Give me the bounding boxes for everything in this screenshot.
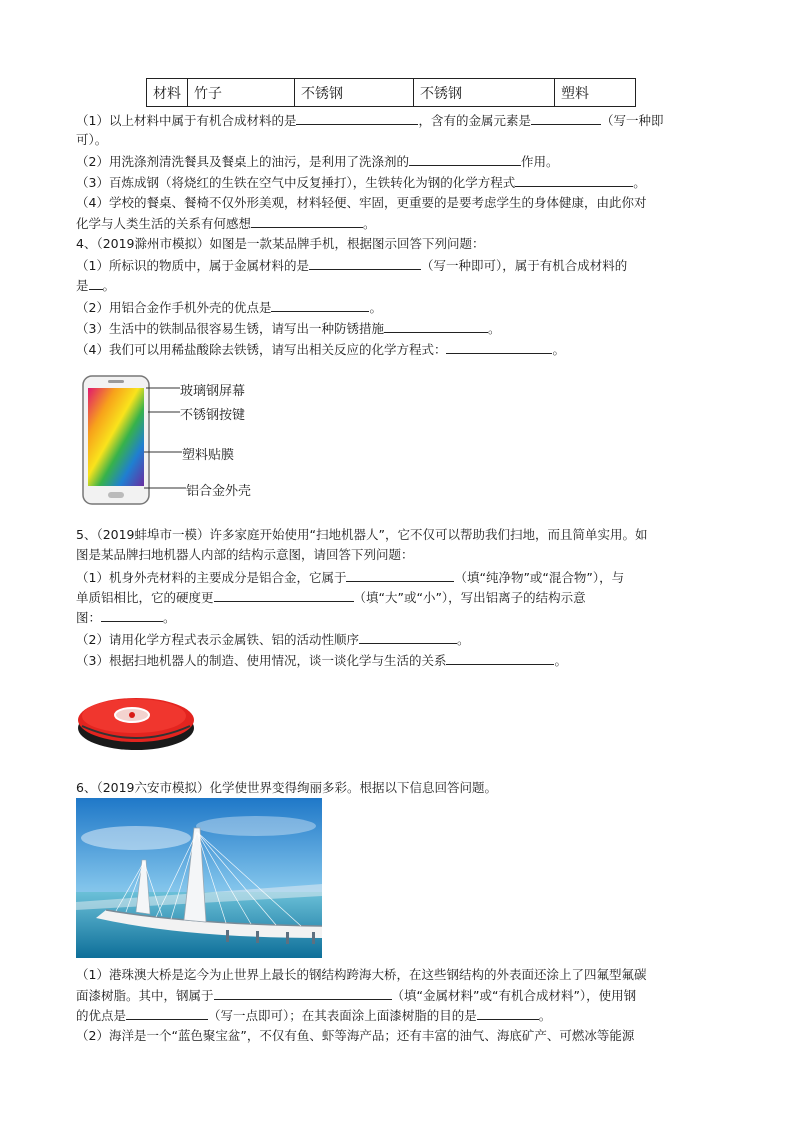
question-text: 。 <box>163 610 176 625</box>
question-text: （3）百炼成钢（将烧红的生铁在空气中反复捶打），生铁转化为钢的化学方程式 <box>76 175 516 190</box>
q3-part4-line2 <box>76 214 726 233</box>
question-text: （填“大”或“小”），写出铝离子的结构示意 <box>353 590 586 605</box>
question-text: 。 <box>369 300 382 315</box>
question-text: （3）根据扫地机器人的制造、使用情况，谈一谈化学与生活的关系 <box>76 653 447 668</box>
question-title: 6、（2019六安市模拟）化学使世界变得绚丽多彩。根据以下信息回答问题。 <box>76 780 498 795</box>
question-text: 。 <box>538 1008 552 1023</box>
table-cell: 塑料 <box>555 79 636 107</box>
question-text: 。 <box>554 653 567 668</box>
question-text: 图： <box>76 610 102 625</box>
q5-part1-line2 <box>76 588 726 607</box>
q4-part2 <box>76 298 726 317</box>
question-text: （2）海洋是一个“蓝色聚宝盆”，不仅有鱼、虾等海产品；还有丰富的油气、海底矿产、可燃冰等能源 <box>76 1028 635 1043</box>
question-text: （填“纯净物”或“混合物”），与 <box>454 570 625 585</box>
q4-part1-line1 <box>76 256 726 275</box>
answer-blank[interactable] <box>409 152 521 166</box>
q3-part1-line1 <box>76 111 726 130</box>
question-text: 。 <box>102 278 116 293</box>
answer-blank[interactable] <box>309 256 421 270</box>
q5-part1-line1 <box>76 568 726 587</box>
bridge-photo <box>76 798 322 958</box>
materials-table <box>146 78 636 107</box>
table-row <box>147 79 636 107</box>
question-title: 图是某品牌扫地机器人内部的结构示意图，请回答下列问题： <box>76 547 414 562</box>
question-text: 。 <box>456 632 470 647</box>
q5-part2 <box>76 630 726 649</box>
answer-blank[interactable] <box>101 608 163 622</box>
question-text: 的优点是 <box>76 1008 127 1023</box>
answer-blank[interactable] <box>346 568 454 582</box>
q4-part3 <box>76 319 726 338</box>
question-text: 化学与人类生活的关系有何感想 <box>76 216 252 231</box>
question-text: 。 <box>633 175 646 190</box>
q5-part1-line3 <box>76 608 726 627</box>
question-text: （3）生活中的铁制品很容易生锈，请写出一种防锈措施 <box>76 321 384 336</box>
q6-part1-line1 <box>76 966 726 984</box>
callout-label: 铝合金外壳 <box>186 484 252 499</box>
question-text: 。 <box>487 321 501 336</box>
question-text: （2）用铝合金作手机外壳的优点是 <box>76 300 272 315</box>
question-title: 5、（2019蚌埠市一模）许多家庭开始使用“扫地机器人”，它不仅可以帮助我们扫地，而且简单实用。如 <box>76 527 648 542</box>
question-text: （2）用洗涤剂清洗餐具及餐桌上的油污，是利用了洗涤剂的 <box>76 154 409 169</box>
callout-label: 不锈钢按键 <box>180 408 246 423</box>
table-cell: 材料 <box>147 79 188 107</box>
answer-blank[interactable] <box>477 1006 539 1020</box>
q3-part1-line2 <box>76 131 726 149</box>
answer-blank[interactable] <box>214 588 354 602</box>
q5-title-line2 <box>76 546 726 564</box>
question-text: （写一种即 <box>600 113 664 128</box>
answer-blank[interactable] <box>384 319 488 333</box>
table-cell: 竹子 <box>188 79 295 107</box>
answer-blank[interactable] <box>126 1006 208 1020</box>
question-text: 单质铝相比，它的硬度更 <box>76 590 214 605</box>
question-text: 。 <box>363 216 376 231</box>
question-text: 面漆树脂。其中，钢属于 <box>76 988 214 1003</box>
question-text: 可）。 <box>76 132 108 147</box>
question-text: 是 <box>76 278 89 293</box>
q3-part3 <box>76 173 726 192</box>
question-text: （1）所标识的物质中，属于金属材料的是 <box>76 258 309 273</box>
q6-part1-line3 <box>76 1006 726 1025</box>
question-text: （1）以上材料中属于有机合成材料的是 <box>76 113 297 128</box>
question-text: （2）请用化学方程式表示金属铁、铝的活动性顺序 <box>76 632 359 647</box>
question-text: （填“金属材料”或“有机合成材料”），使用钢 <box>391 988 637 1003</box>
q6-part2-line1 <box>76 1027 726 1045</box>
question-text: （4）学校的餐桌、餐椅不仅外形美观，材料轻便、牢固，更重要的是要考虑学生的身体健康，由此你对 <box>76 195 647 210</box>
callout-label: 塑料贴膜 <box>182 448 235 463</box>
question-text: （写一种即可），属于有机合成材料的 <box>420 258 628 273</box>
q3-part4-line1 <box>76 194 726 212</box>
q5-title-line1 <box>76 526 726 544</box>
q5-part3 <box>76 651 726 670</box>
answer-blank[interactable] <box>446 340 552 354</box>
q4-part4 <box>76 340 726 359</box>
robot-vacuum-illustration <box>74 686 202 756</box>
answer-blank[interactable] <box>296 111 418 125</box>
answer-blank[interactable] <box>446 651 554 665</box>
answer-blank[interactable] <box>214 986 392 1000</box>
answer-blank[interactable] <box>359 630 457 644</box>
question-text: 作用。 <box>520 154 559 169</box>
question-title: 4、（2019滁州市模拟）如图是一款某品牌手机，根据图示回答下列问题： <box>76 236 485 251</box>
question-text: 。 <box>552 342 565 357</box>
table-cell: 不锈钢 <box>414 79 555 107</box>
q4-part1-line2 <box>76 276 726 295</box>
answer-blank[interactable] <box>89 276 103 290</box>
table-cell: 不锈钢 <box>295 79 414 107</box>
q4-title <box>76 235 726 253</box>
question-text: （4）我们可以用稀盐酸除去铁锈，请写出相关反应的化学方程式： <box>76 342 447 357</box>
question-text: ，含有的金属元素是 <box>418 113 531 128</box>
callout-label: 玻璃钢屏幕 <box>180 384 246 399</box>
answer-blank[interactable] <box>271 298 369 312</box>
question-text: （1）港珠澳大桥是迄今为止世界上最长的钢结构跨海大桥，在这些钢结构的外表面还涂上了四氟型氟碳 <box>76 967 647 982</box>
q6-title <box>76 779 726 797</box>
answer-blank[interactable] <box>515 173 633 187</box>
question-text: （写一点即可）；在其表面涂上面漆树脂的目的是 <box>208 1008 477 1023</box>
q3-part2 <box>76 152 726 171</box>
q6-part1-line2 <box>76 986 726 1005</box>
answer-blank[interactable] <box>251 214 363 228</box>
answer-blank[interactable] <box>531 111 601 125</box>
question-text: （1）机身外壳材料的主要成分是铝合金，它属于 <box>76 570 347 585</box>
